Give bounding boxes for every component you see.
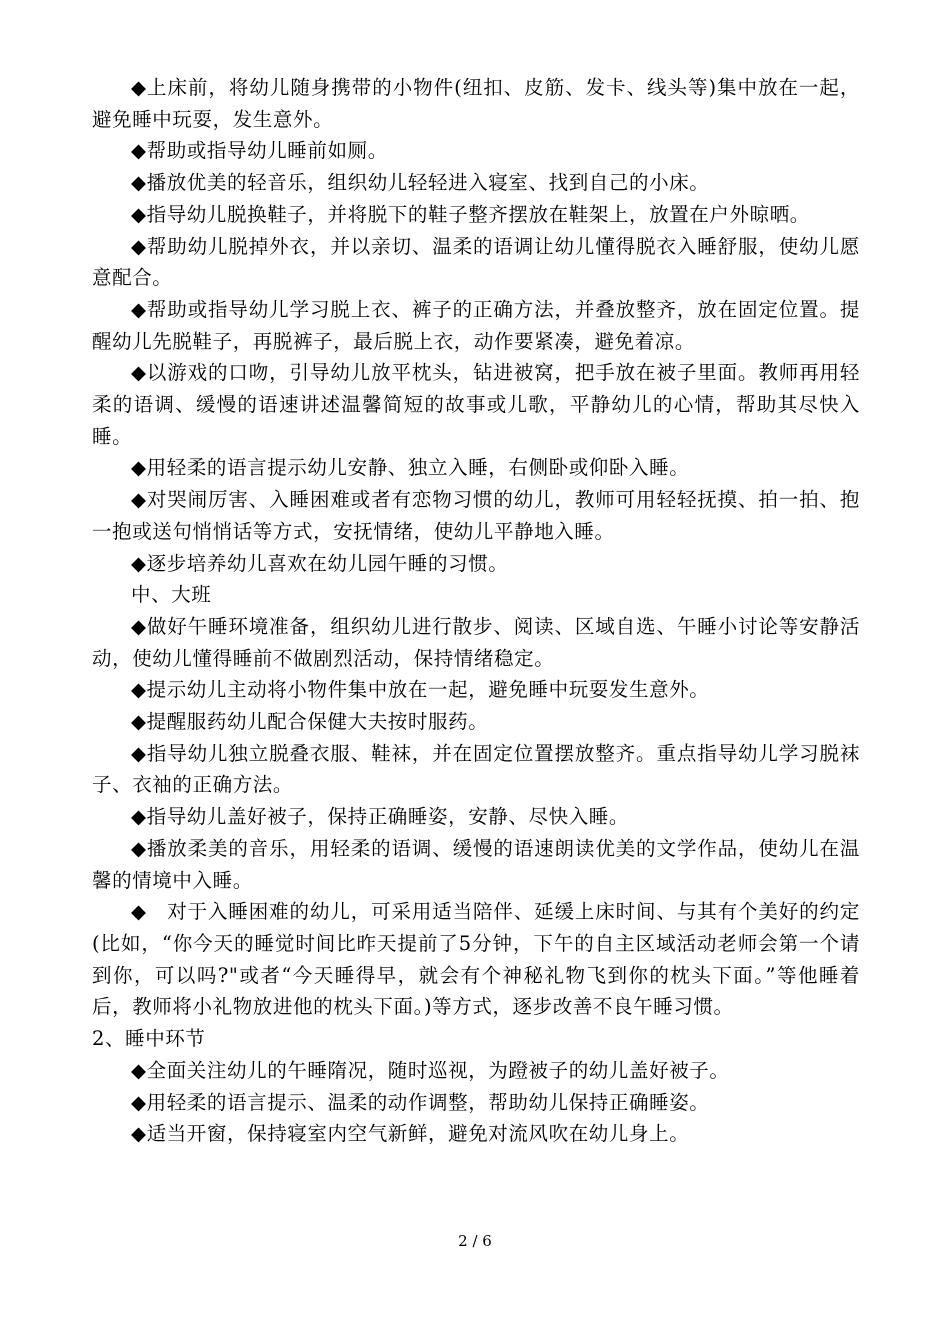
document-body [92, 72, 860, 1150]
paragraph: ◆适当开窗，保持寝室内空气新鲜，避免对流风吹在幼儿身上。 [131, 1122, 690, 1146]
section-heading: 2、睡中环节 [92, 1027, 206, 1051]
paragraph: ◆逐步培养幼儿喜欢在幼儿园午睡的习惯。 [131, 551, 509, 575]
paragraph: ◆播放柔美的音乐，用轻柔的语调、缓慢的语速朗读优美的文学作品，使幼儿在温馨的情境中入睡。 [92, 836, 860, 892]
paragraph: ◆做好午睡环境准备，组织幼儿进行散步、阅读、区域自选、午睡小讨论等安静活动，使幼儿懂得睡前不做剧烈活动，保持情绪稳定。 [92, 614, 860, 670]
paragraph: ◆帮助或指导幼儿学习脱上衣、裤子的正确方法，并叠放整齐，放在固定位置。提醒幼儿先脱鞋子，再脱裤子，最后脱上衣，动作要紧凑，避免着凉。 [92, 297, 860, 353]
page-number: 2 / 6 [458, 1232, 492, 1250]
paragraph: ◆提示幼儿主动将小物件集中放在一起，避免睡中玩耍发生意外。 [131, 678, 710, 702]
paragraph: ◆ 对于入睡困难的幼儿，可采用适当陪伴、延缓上床时间、与其有个美好的约定(比如，“你今天的睡觉时间比昨天提前了5分钟，下午的自主区域活动老师会第一个请到你，可以吗?"或者“今天睡得早，就会有个神秘礼物飞到你的枕头下面。”等他睡着后，教师将小礼物放进他的枕头下面。)等方式，逐步改善不良午睡习惯。 [92, 900, 860, 1019]
paragraph: ◆帮助或指导幼儿睡前如厕。 [131, 139, 388, 163]
paragraph: ◆对哭闹厉害、入睡困难或者有恋物习惯的幼儿，教师可用轻轻抚摸、拍一拍、抱一抱或送句悄悄话等方式，安抚情绪，使幼儿平静地入睡。 [92, 488, 860, 543]
paragraph: ◆用轻柔的语言提示幼儿安静、独立入睡，右侧卧或仰卧入睡。 [131, 456, 690, 480]
paragraph: ◆指导幼儿盖好被子，保持正确睡姿，安静、尽快入睡。 [131, 805, 629, 829]
paragraph: ◆提醒服药幼儿配合保健大夫按时服药。 [131, 710, 489, 734]
paragraph: ◆以游戏的口吻，引导幼儿放平枕头，钻进被窝，把手放在被子里面。教师再用轻柔的语调、缓慢的语速讲述温馨简短的故事或儿歌，平静幼儿的心情，帮助其尽快入睡。 [92, 361, 860, 448]
paragraph: ◆播放优美的轻音乐，组织幼儿轻轻进入寝室、找到自己的小床。 [131, 171, 710, 195]
paragraph: ◆用轻柔的语言提示、温柔的动作调整，帮助幼儿保持正确睡姿。 [131, 1090, 710, 1114]
paragraph: ◆指导幼儿独立脱叠衣服、鞋袜，并在固定位置摆放整齐。重点指导幼儿学习脱袜子、衣袖的正确方法。 [92, 741, 860, 797]
paragraph: ◆帮助幼儿脱掉外衣，并以亲切、温柔的语调让幼儿懂得脱衣入睡舒服，使幼儿愿意配合。 [92, 234, 860, 290]
subsection-label: 中、大班 [131, 583, 212, 607]
paragraph: ◆上床前，将幼儿随身携带的小物件(纽扣、皮筋、发卡、线头等)集中放在一起，避免睡中玩耍，发生意外。 [92, 76, 860, 131]
paragraph: ◆指导幼儿脱换鞋子，并将脱下的鞋子整齐摆放在鞋架上，放置在户外晾晒。 [131, 202, 810, 226]
paragraph: ◆全面关注幼儿的午睡隋况，随时巡视，为蹬被子的幼儿盖好被子。 [131, 1058, 730, 1082]
